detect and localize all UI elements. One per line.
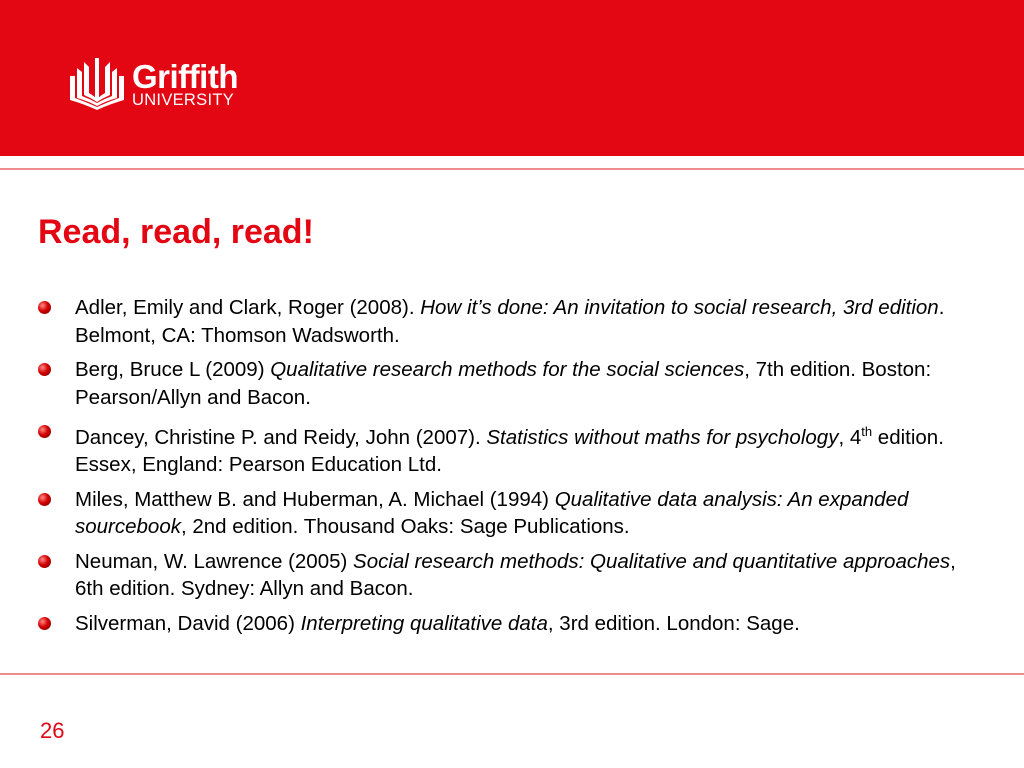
reference-author: Silverman, David (2006): [75, 611, 301, 635]
reference-item: [38, 356, 988, 411]
reference-details: , 6th edition. Sydney: Allyn and Bacon.: [75, 549, 956, 601]
reference-title: How it’s done: An invitation to social research, 3rd edition: [420, 296, 939, 319]
reference-title: Qualitative data analysis: An expanded sourcebook: [75, 487, 909, 539]
reference-item: [38, 610, 988, 638]
reference-details: , 4: [838, 425, 862, 449]
reference-title: Qualitative research methods for the social sciences: [270, 358, 745, 381]
reference-title: Statistics without maths for psychology: [486, 425, 839, 449]
red-sphere-bullet-icon: [38, 425, 51, 438]
reference-author: Neuman, W. Lawrence (2005): [75, 549, 354, 573]
reference-item: [38, 418, 988, 479]
reference-details: . Belmont, CA: Thomson Wadsworth.: [75, 296, 945, 347]
university-logo: [66, 56, 238, 112]
red-sphere-bullet-icon: [38, 617, 51, 630]
top-divider: [0, 168, 1024, 170]
page-number: 26: [40, 718, 65, 743]
reference-author: Berg, Bruce L (2009): [75, 358, 271, 381]
red-sphere-bullet-icon: [38, 555, 51, 568]
reference-item: [38, 548, 988, 603]
reference-author: Miles, Matthew B. and Huberman, A. Michael (1994): [75, 487, 555, 511]
red-sphere-bullet-icon: [38, 493, 51, 506]
logo-wordmark: [132, 57, 238, 109]
logo-subtitle: UNIVERSITY: [132, 90, 235, 109]
reference-author: Adler, Emily and Clark, Roger (2008).: [75, 296, 421, 319]
reference-item: [38, 294, 988, 349]
reference-title: Social research methods: Qualitative and quantitative approaches: [353, 549, 951, 573]
reference-item: [38, 486, 988, 541]
red-sphere-bullet-icon: [38, 363, 51, 376]
reference-details: , 3rd edition. London: Sage.: [547, 611, 800, 635]
slide-title: Read, read, read!: [38, 213, 314, 251]
header-banner: [0, 0, 1024, 156]
reference-title: Interpreting qualitative data: [300, 611, 548, 635]
logo-name: Griffith: [132, 57, 238, 95]
bottom-divider: [0, 673, 1024, 675]
red-sphere-bullet-icon: [38, 301, 51, 314]
reference-details: , 7th edition. Boston: Pearson/Allyn and Bacon.: [75, 358, 932, 409]
reference-details: , 2nd edition. Thousand Oaks: Sage Publications.: [180, 515, 630, 539]
griffith-flame-logo-icon: [66, 58, 128, 110]
ordinal-superscript: th: [861, 424, 873, 439]
reference-author: Dancey, Christine P. and Reidy, John (2007).: [75, 425, 487, 449]
reference-list: [38, 294, 988, 644]
reference-details: edition. Essex, England: Pearson Education Ltd.: [75, 425, 944, 477]
